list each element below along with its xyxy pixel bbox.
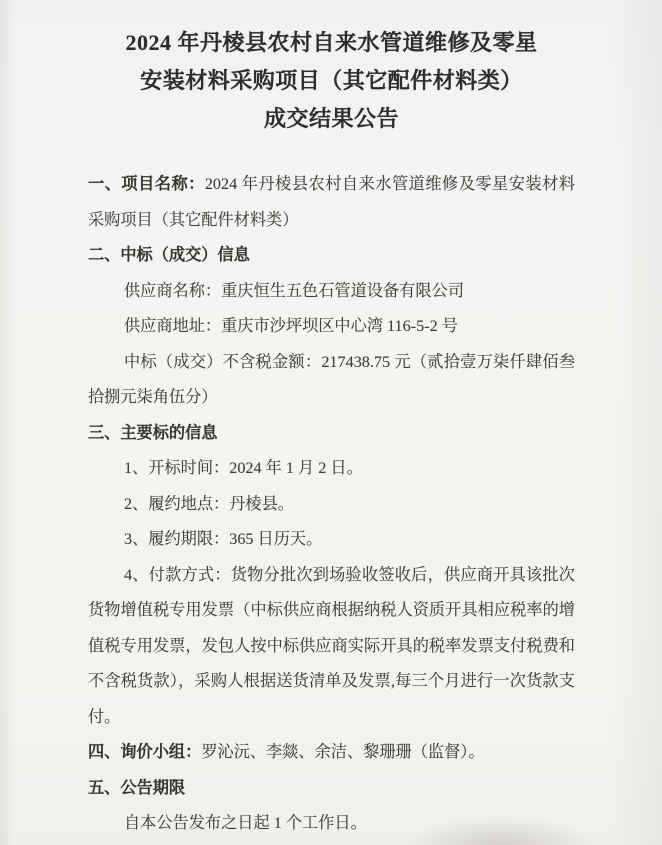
performance-place-value: 丹棱县。: [229, 494, 294, 513]
title-line-1: 2024 年丹棱县农村自来水管道维修及零星: [125, 30, 538, 55]
announcement-title: [88, 24, 575, 138]
payment-method-value: 货物分批次到场验收签收后，供应商开具该批次货物增值税专用发票（中标供应商根据纳税人资质开具相应税率的增值税专用发票，发包人按中标供应商实际开具的税率发票支付税费和不含税货款），采购人根据送货清单及发票,每三个月进行一次货款支付。: [88, 565, 575, 726]
bid-opening-time-value: 2024 年 1 月 2 日。: [229, 459, 363, 477]
section-1-text: 2024 年丹棱县农村自来水管道维修及零星安装材料采购项目（其它配件材料类）: [88, 175, 576, 229]
section-2-heading: 二、中标（成交）信息: [88, 246, 250, 264]
performance-period-label: 3、履约期限：: [124, 530, 230, 548]
announcement-period-text: 自本公告发布之日起 1 个工作日。: [124, 814, 367, 832]
section-4-heading: 四、询价小组：: [88, 743, 202, 761]
performance-place-label: 2、履约地点：: [124, 494, 230, 513]
section-5-heading: 五、公告期限: [88, 778, 186, 797]
performance-period-value: 365 日历天。: [229, 530, 323, 548]
payment-method-row: [88, 558, 575, 736]
supplier-name-row: [88, 274, 575, 310]
bid-opening-time-label: 1、开标时间：: [124, 459, 230, 477]
supplier-address-label: 供应商地址：: [124, 317, 222, 335]
award-amount-label: 中标（成交）不含税金额：: [124, 352, 322, 371]
bid-opening-time-row: [88, 451, 575, 487]
supplier-name-label: 供应商名称：: [124, 281, 222, 300]
performance-place-row: [88, 487, 575, 523]
title-line-2: 安装材料采购项目（其它配件材料类）: [140, 68, 523, 93]
supplier-address-value: 重庆市沙坪坝区中心湾 116-5-2 号: [221, 317, 458, 335]
document-body: [88, 167, 575, 842]
section-1-project-name: [88, 167, 575, 238]
section-4-inquiry-group: [88, 735, 575, 771]
title-line-3: 成交结果公告: [263, 106, 399, 131]
supplier-name-value: 重庆恒生五色石管道设备有限公司: [221, 281, 464, 300]
award-amount-value: 217438.75 元（贰拾壹万柒仟肆佰叁拾捌元柒角伍分）: [88, 352, 576, 406]
supplier-address-row: [88, 309, 575, 345]
performance-period-row: [88, 522, 575, 558]
section-1-heading: 一、项目名称：: [88, 175, 205, 193]
award-amount-row: [88, 345, 575, 416]
payment-method-label: 4、付款方式：: [124, 565, 231, 584]
section-3-heading: 三、主要标的信息: [88, 423, 218, 442]
inquiry-group-members: 罗沁沅、李燚、余洁、黎珊珊（监督）。: [201, 743, 485, 761]
